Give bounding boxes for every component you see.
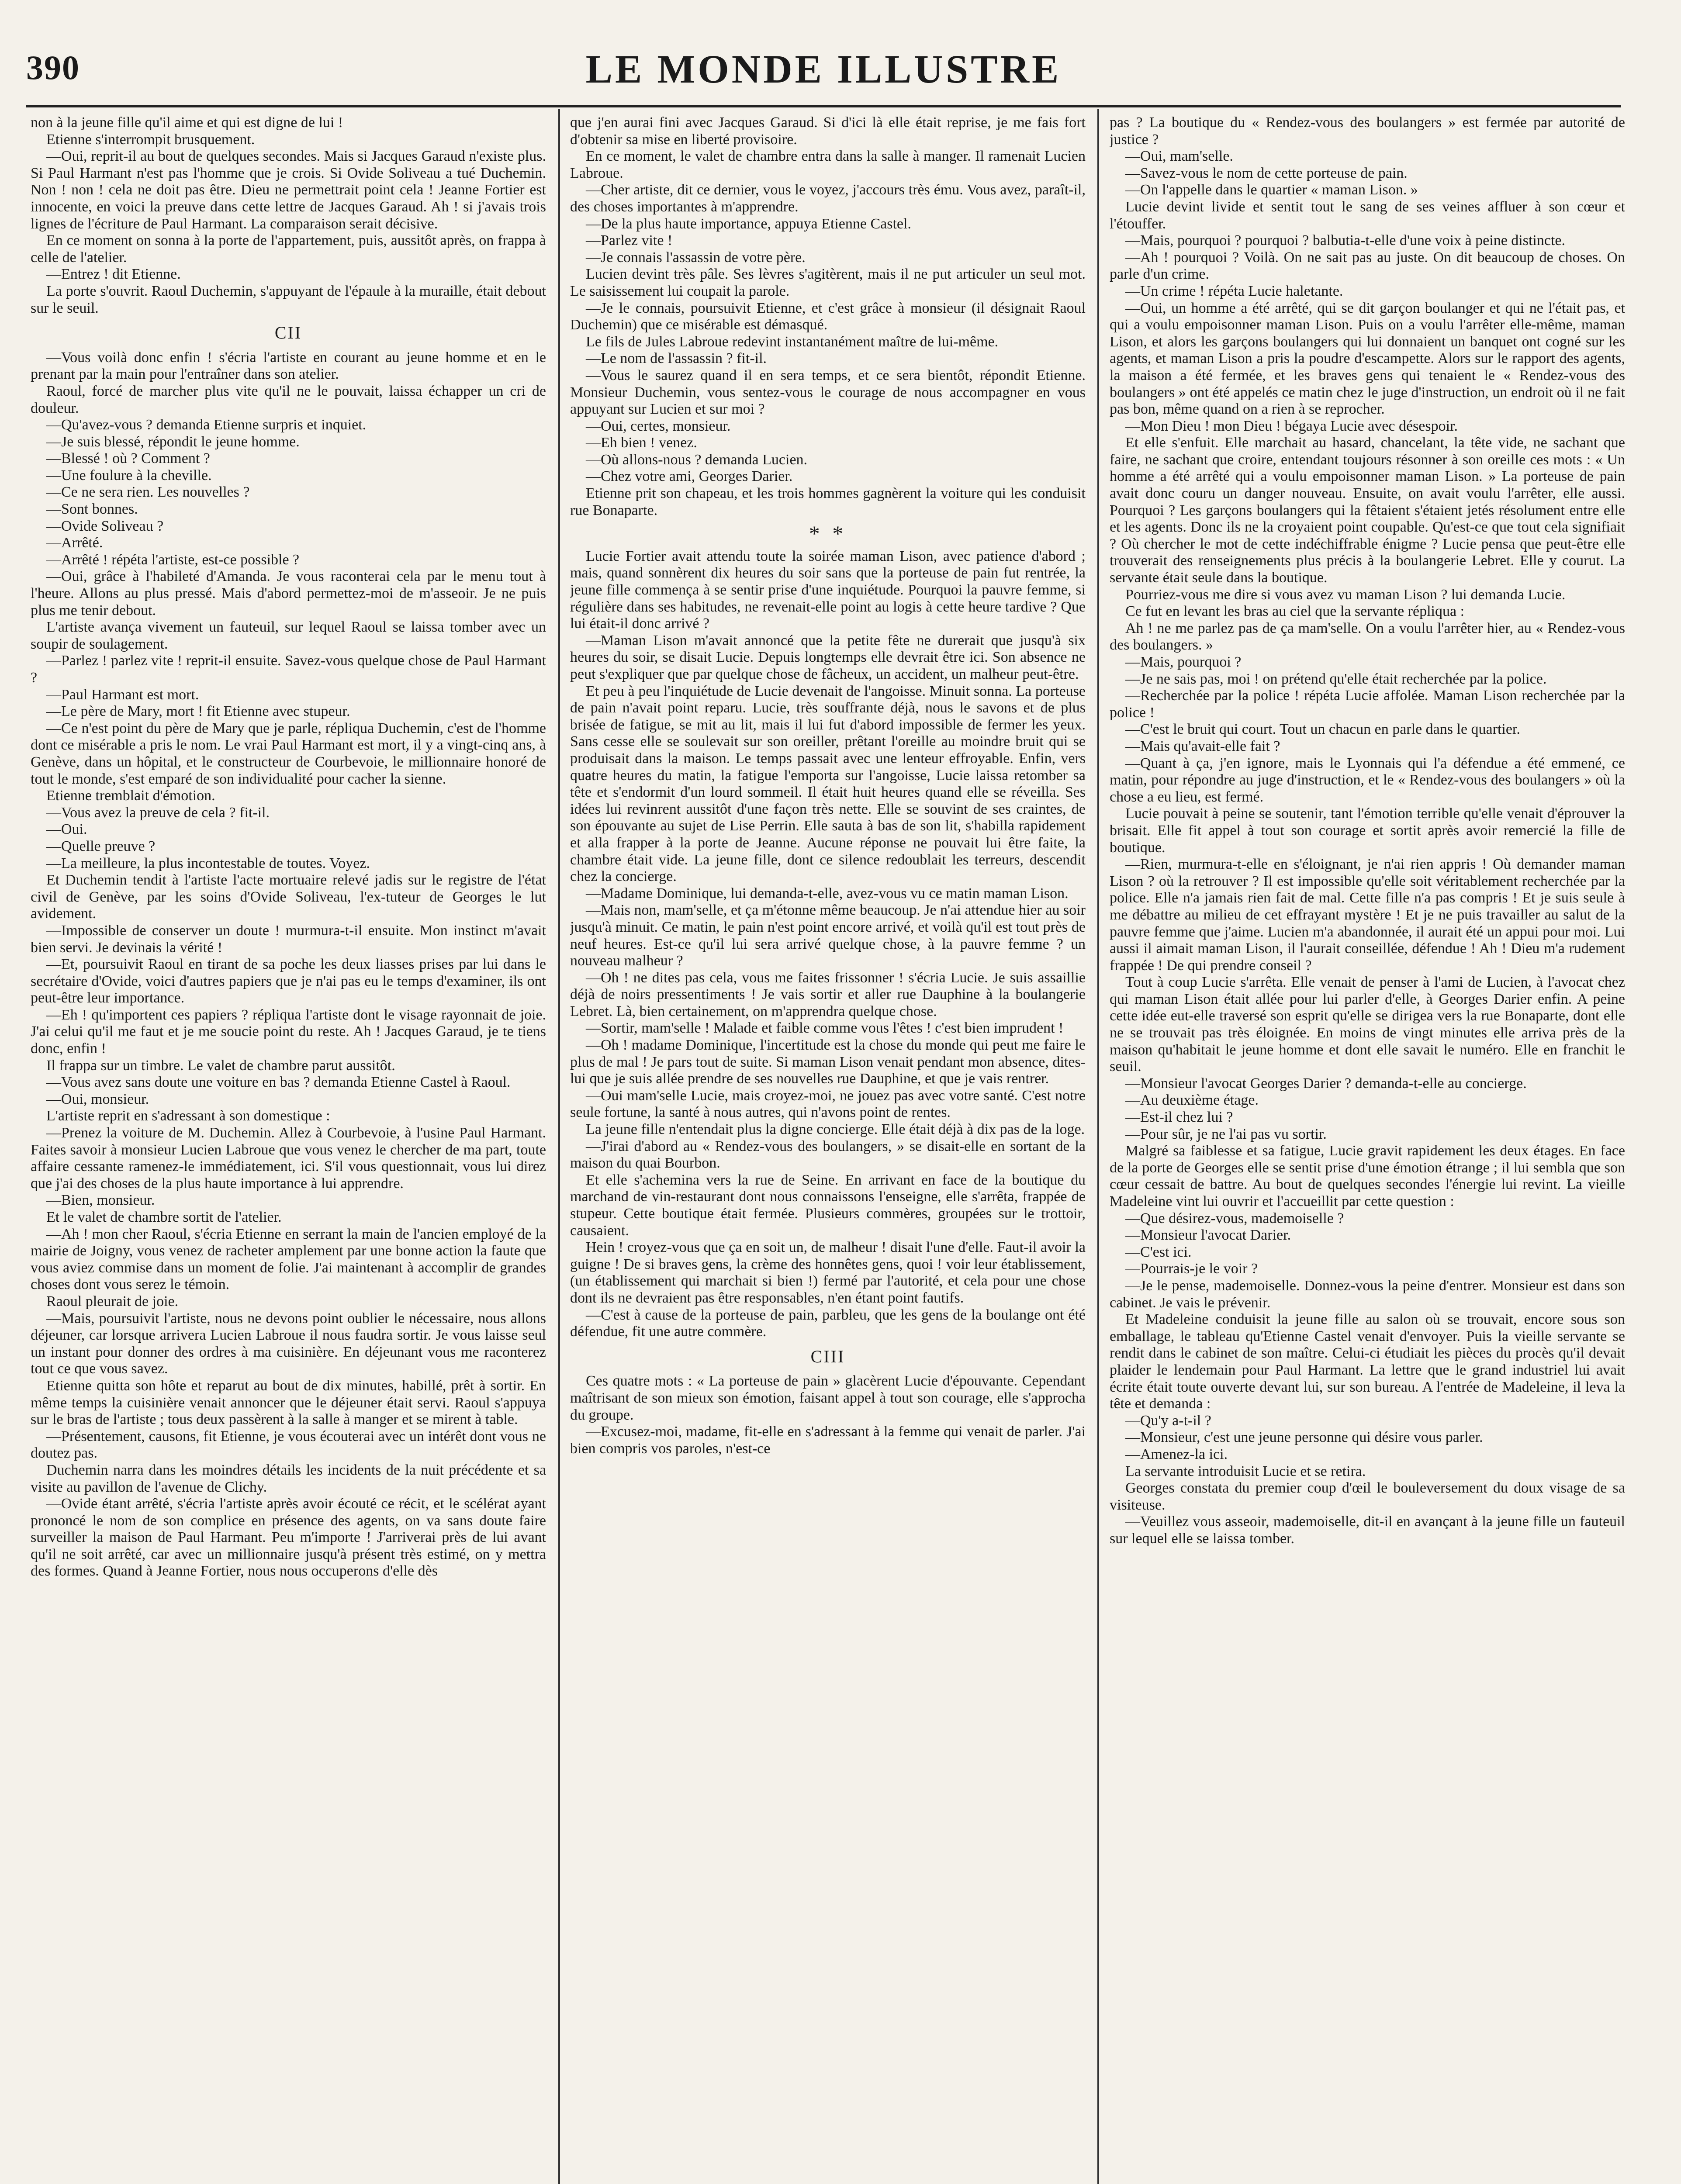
chapter-heading: CIII (810, 1346, 845, 1366)
paragraph: —Entrez ! dit Etienne. (46, 266, 181, 283)
paragraph: En ce moment on sonna à la porte de l'appartement, puis, aussitôt après, on frappa à celle de l'atelier. (31, 232, 546, 266)
paragraph: —Mais, pourquoi ? pourquoi ? balbutia-t-elle d'une voix à peine distincte. (1125, 232, 1565, 249)
paragraph: —Quant à ça, j'en ignore, mais le Lyonnais qui l'a défendue a été emmené, ce matin, pour répondre au juge d'instruction, et le « Rendez-vous des boulangers » où la chose a eu lieu, est fermé. (1110, 755, 1625, 805)
paragraph: —Chez votre ami, Georges Darier. (586, 468, 793, 485)
paragraph: —Je suis blessé, répondit le jeune homme. (46, 433, 300, 450)
paragraph: non à la jeune fille qu'il aime et qui est digne de lui ! (31, 114, 343, 131)
paragraph: —Mais, poursuivit l'artiste, nous ne devons point oublier le nécessaire, nous allons déjeuner, car lorsque arrivera Lucien Labroue il nous faudra sortir. Je vous laisse seul un instant pour donner des ordres à ma cuisinière. En déjeunant vous me raconterez tout ce que vous savez. (31, 1310, 546, 1377)
text-column-3 (1110, 114, 1625, 2184)
paragraph: Et le valet de chambre sortit de l'atelier. (46, 1209, 282, 1225)
paragraph: —Le nom de l'assassin ? fit-il. (586, 350, 767, 367)
text-column-2 (570, 114, 1086, 2184)
paragraph: —Cher artiste, dit ce dernier, vous le voyez, j'accours très ému. Vous avez, paraît-il, des choses importantes à m'apprendre. (570, 182, 1086, 215)
paragraph: —Parlez vite ! (586, 232, 673, 249)
paragraph: —Maman Lison m'avait annoncé que la petite fête ne durerait que jusqu'à six heures du soir, se disait Lucie. Depuis longtemps elle devrait être ici. Son absence ne peut s'expliquer que par quelque chose de fâcheux, un accident, un malheur peut-être. (570, 632, 1086, 682)
paragraph: —Excusez-moi, madame, fit-elle en s'adressant à la femme qui venait de parler. J'ai bien compris vos paroles, n'est-ce (570, 1424, 1086, 1457)
paragraph: —Vous voilà donc enfin ! s'écria l'artiste en courant au jeune homme et en le prenant par la main pour l'entraîner dans son atelier. (31, 349, 546, 383)
paragraph: Il frappa sur un timbre. Le valet de chambre parut aussitôt. (46, 1057, 395, 1074)
paragraph: Et elle s'enfuit. Elle marchait au hasard, chancelant, la tête vide, ne sachant que faire, ne sachant que croire, entendant toujours résonner à son oreille ces mots : « Un homme a été arrêté qui a voulu empoisonner maman Lison. » La porteuse de pain avait donc couru un danger nouveau. Ensuite, on avait voulu l'arrêter, elle aussi. Pourquoi ? Les garçons boulangers qui la fêtaient s'étaient jetés résolument entre elle et les agents. Donc ils ne la croyaient point coupable. Qu'est-ce que tout cela signifiait ? Où chercher le mot de cette indéchiffrable énigme ? Lucie pensa que peut-être elle trouverait des renseignements plus précis à la boulangerie Lebret. Elle y courut. La servante était seule dans la boutique. (1110, 435, 1625, 586)
paragraph: Etienne prit son chapeau, et les trois hommes gagnèrent la voiture qui les conduisit rue Bonaparte. (570, 485, 1086, 518)
paragraph: Ce fut en levant les bras au ciel que la servante répliqua : (1125, 603, 1465, 620)
paragraph: —Amenez-la ici. (1125, 1446, 1228, 1462)
paragraph: —Oui. (46, 821, 87, 838)
paragraph: —Un crime ! répéta Lucie haletante. (1125, 283, 1343, 299)
paragraph: —Prenez la voiture de M. Duchemin. Allez à Courbevoie, à l'usine Paul Harmant. Faites savoir à monsieur Lucien Labroue que vous venez le chercher de ma part, toute affaire cessante ramenez-le immédiatement, ici. S'il vous questionnait, vous lui direz que j'ai des choses de la plus haute importance à lui apprendre. (31, 1125, 546, 1192)
paragraph: —Arrêté. (46, 535, 103, 551)
paragraph: —Au deuxième étage. (1125, 1092, 1259, 1109)
paragraph: —Oh ! madame Dominique, l'incertitude est la chose du monde qui peut me faire le plus de mal ! Je pars tout de suite. Si maman Lison venait pendant mon absence, dites-lui que je suis allée prendre de ses nouvelles rue Dauphine, et que je vais rentrer. (570, 1037, 1086, 1087)
paragraph: —Pour sûr, je ne l'ai pas vu sortir. (1125, 1126, 1327, 1142)
paragraph: Le fils de Jules Labroue redevint instantanément maître de lui-même. (586, 333, 999, 350)
chapter-heading: CII (274, 323, 302, 343)
paragraph: —Qu'avez-vous ? demanda Etienne surpris et inquiet. (46, 417, 367, 433)
paragraph: —Rien, murmura-t-elle en s'éloignant, je n'ai rien appris ! Où demander maman Lison ? où la retrouver ? Il est impossible qu'elle soit véritablement recherchée par la police. Elle n'a jamais rien fait de mal. Cette fille n'a pas compris ! Et je suis seule à me débattre au milieu de cet effrayant mystère ! Et je ne puis travailler au salut de la pauvre femme que j'aime. Lucien m'a abandonnée, il aurait été un appui pour moi. Lui aussi il aimait maman Lison, il l'aurait conseillée, défendue ! Ah ! Dieu m'a rudement frappée ! De qui prendre conseil ? (1110, 856, 1625, 974)
paragraph: —Je le pense, mademoiselle. Donnez-vous la peine d'entrer. Monsieur est dans son cabinet. Je vais le prévenir. (1110, 1277, 1625, 1311)
paragraph: Etienne quitta son hôte et reparut au bout de dix minutes, habillé, prêt à sortir. En même temps la cuisinière venait annoncer que le déjeuner était servi. Raoul s'appuya sur le bras de l'artiste ; tous deux passèrent à la salle à manger et se mirent à table. (31, 1377, 546, 1428)
column-divider (1097, 109, 1099, 2184)
header-rule (26, 105, 1621, 107)
paragraph: —Oui mam'selle Lucie, mais croyez-moi, ne jouez pas avec votre santé. C'est notre seule fortune, la santé à nous autres, qui n'avons point de rentes. (570, 1087, 1086, 1121)
paragraph: —Où allons-nous ? demanda Lucien. (586, 451, 808, 468)
paragraph: —Monsieur l'avocat Darier. (1125, 1227, 1291, 1244)
paragraph: Lucie Fortier avait attendu toute la soirée maman Lison, avec patience d'abord ; mais, quand sonnèrent dix heures du soir sans que la porteuse de pain fut rentrée, la jeune fille commença à se sentir prise d'une inquiétude. Pourquoi la pauvre femme, si régulière dans ses habitudes, ne revenait-elle point au logis à cette heure tardive ? Que lui était-il donc arrivé ? (570, 548, 1086, 632)
paragraph: —Mais, pourquoi ? (1125, 654, 1242, 670)
paragraph: Et Duchemin tendit à l'artiste l'acte mortuaire relevé jadis sur le registre de l'état civil de Genève, par les soins d'Ovide Soliveau, l'ex-tuteur de Georges le lut avidement. (31, 872, 546, 922)
paragraph: —Ce n'est point du père de Mary que je parle, répliqua Duchemin, c'est de l'homme dont ce misérable a pris le nom. Le vrai Paul Harmant est mort, il y a vingt-cinq ans, à Genève, dans un hôpital, et le constructeur de Courbevoie, le millionnaire honoré de tout le monde, s'est emparé de son individualité pour cacher la sienne. (31, 720, 546, 787)
paragraph: pas ? La boutique du « Rendez-vous des boulangers » est fermée par autorité de justice ? (1110, 114, 1625, 148)
paragraph: —Savez-vous le nom de cette porteuse de pain. (1125, 165, 1408, 181)
paragraph: —Monsieur l'avocat Georges Darier ? demanda-t-elle au concierge. (1125, 1075, 1527, 1092)
paragraph: —Oui, mam'selle. (1125, 148, 1233, 165)
paragraph: —Sortir, mam'selle ! Malade et faible comme vous l'êtes ! c'est bien imprudent ! (586, 1020, 1064, 1037)
paragraph: La jeune fille n'entendait plus la digne concierge. Elle était déjà à dix pas de la loge. (586, 1121, 1085, 1138)
paragraph: —Vous avez la preuve de cela ? fit-il. (46, 804, 270, 821)
paragraph: —Et, poursuivit Raoul en tirant de sa poche les deux liasses prises par lui dans le secrétaire d'Ovide, voici d'autres papiers que je n'ai pas eu le temps d'examiner, ils ont peut-être leur importance. (31, 956, 546, 1006)
paragraph: L'artiste reprit en s'adressant à son domestique : (46, 1108, 330, 1124)
page-title: LE MONDE ILLUSTRE (585, 47, 1062, 91)
section-separator: * * (809, 521, 847, 546)
paragraph: —Ovide étant arrêté, s'écria l'artiste après avoir écouté ce récit, et le scélérat ayant prononcé le nom de son complice en présence des agents, on va sans doute faire surveiller la maison de Paul Harmant. Peu m'importe ! J'arriverai près de lui avant qu'il ne soit arrêté, car avec un millionnaire jusqu'à présent très estimé, on y mettra des formes. Quand à Jeanne Fortier, nous nous occuperons d'elle dès (31, 1496, 546, 1579)
paragraph: Georges constata du premier coup d'œil le bouleversement du doux visage de sa visiteuse. (1110, 1480, 1625, 1513)
paragraph: —Vous le saurez quand il en sera temps, et ce sera bientôt, répondit Etienne. Monsieur Duchemin, vous sentez-vous le courage de nous accompagner en vous appuyant sur Lucien et sur moi ? (570, 367, 1086, 418)
paragraph: Ces quatre mots : « La porteuse de pain » glacèrent Lucie d'épouvante. Cependant maîtrisant de son mieux son émotion, faisant appel à tout son courage, elle s'approcha du groupe. (570, 1373, 1086, 1423)
paragraph: —Quelle preuve ? (46, 838, 156, 854)
page-number: 390 (26, 48, 80, 86)
paragraph: —Veuillez vous asseoir, mademoiselle, dit-il en avançant à la jeune fille un fauteuil sur lequel elle se laissa tomber. (1110, 1514, 1625, 1547)
paragraph: La porte s'ouvrit. Raoul Duchemin, s'appuyant de l'épaule à la muraille, était debout sur le seuil. (31, 283, 546, 316)
paragraph: Ah ! ne me parlez pas de ça mam'selle. On a voulu l'arrêter hier, au « Rendez-vous des boulangers. » (1110, 620, 1625, 653)
paragraph: —Est-il chez lui ? (1125, 1109, 1233, 1126)
paragraph: —Impossible de conserver un doute ! murmura-t-il ensuite. Mon instinct m'avait bien servi. Je devinais la vérité ! (31, 922, 546, 956)
paragraph: —Vous avez sans doute une voiture en bas ? demanda Etienne Castel à Raoul. (46, 1074, 511, 1091)
paragraph: —Présentement, causons, fit Etienne, je vous écouterai avec un intérêt dont vous ne doutez pas. (31, 1428, 546, 1462)
paragraph: —Ce ne sera rien. Les nouvelles ? (46, 484, 250, 501)
paragraph: —Je ne sais pas, moi ! on prétend qu'elle était recherchée par la police. (1125, 670, 1547, 687)
paragraph: —C'est le bruit qui court. Tout un chacun en parle dans le quartier. (1125, 721, 1520, 738)
paragraph: —Monsieur, c'est une jeune personne qui désire vous parler. (1125, 1429, 1483, 1446)
paragraph: Et peu à peu l'inquiétude de Lucie devenait de l'angoisse. Minuit sonna. La porteuse de pain n'avait point reparu. Lucie, très souffrante déjà, nous le savons et de plus brisée de fatigue, se mit au lit, mais il lui fut d'abord impossible de fermer les yeux. Sans cesse elle se soulevait sur son oreiller, prêtant l'oreille au moindre bruit qui se produisait dans la maison. Le temps passait avec une lenteur effroyable. Enfin, vers quatre heures du matin, la fatigue l'emporta sur l'angoisse, Lucie laissa retomber sa tête et s'endormit d'un lourd sommeil. Il était huit heures quand elle se réveilla. Ses idées lui revinrent aussitôt d'une façon très nette. Elle se souvint de ses craintes, de son épouvante au sujet de Lise Perrin. Elle sauta à bas de son lit, s'habilla rapidement et alla frapper à la porte de Jeanne. Aucune réponse ne pouvait lui être faite, la chambre était vide. La jeune fille, dont ce silence redoublait les terreurs, descendit chez la concierge. (570, 683, 1086, 885)
paragraph: —Oh ! ne dites pas cela, vous me faites frissonner ! s'écria Lucie. Je suis assaillie déjà de noirs pressentiments ! Je vais sortir et aller rue Dauphine à la boulangerie Lebret. Là, bien certainement, on m'apprendra quelque chose. (570, 969, 1086, 1019)
paragraph: Etienne tremblait d'émotion. (46, 788, 215, 804)
paragraph: En ce moment, le valet de chambre entra dans la salle à manger. Il ramenait Lucien Labroue. (570, 148, 1086, 181)
paragraph: —On l'appelle dans le quartier « maman Lison. » (1125, 182, 1418, 198)
paragraph: —Eh ! qu'importent ces papiers ? répliqua l'artiste dont le visage rayonnait de joie. J'ai celui qu'il me faut et je me soucie point du reste. Ah ! Jacques Garaud, je te tiens donc, enfin ! (31, 1006, 546, 1057)
paragraph: —Je le connais, poursuivit Etienne, et c'est grâce à monsieur (il désignait Raoul Duchemin) que ce misérable est démasqué. (570, 300, 1086, 333)
paragraph: Et elle s'achemina vers la rue de Seine. En arrivant en face de la boutique du marchand de vin-restaurant dont nous connaissons l'enseigne, elle s'arrêta, frappée de stupeur. Cette boutique était fermée. Plusieurs commères, groupées sur le trottoir, causaient. (570, 1171, 1086, 1239)
paragraph: Pourriez-vous me dire si vous avez vu maman Lison ? lui demanda Lucie. (1125, 586, 1566, 603)
paragraph: —Paul Harmant est mort. (46, 686, 199, 703)
paragraph: —Arrêté ! répéta l'artiste, est-ce possible ? (46, 551, 300, 568)
paragraph: —Pourrais-je le voir ? (1125, 1261, 1258, 1277)
column-divider (558, 109, 560, 2184)
paragraph: —Mon Dieu ! mon Dieu ! bégaya Lucie avec désespoir. (1125, 418, 1458, 434)
paragraph: —Blessé ! où ? Comment ? (46, 450, 210, 467)
paragraph: Raoul pleurait de joie. (46, 1293, 179, 1310)
paragraph: Raoul, forcé de marcher plus vite qu'il ne le pouvait, laissa échapper un cri de douleur. (31, 383, 546, 416)
paragraph: —Ah ! mon cher Raoul, s'écria Etienne en serrant la main de l'ancien employé de la mairie de Joigny, vous venez de racheter amplement par une bonne action la faute que vous aviez commise dans un moment de folie. J'ai maintenant à accomplir de grandes choses dont vous serez le témoin. (31, 1226, 546, 1293)
paragraph: Lucie devint livide et sentit tout le sang de ses veines affluer à son cœur et l'étouffer. (1110, 198, 1625, 232)
paragraph: —Oui, un homme a été arrêté, qui se dit garçon boulanger et qui ne l'était pas, et qui a voulu empoisonner maman Lison. Puis on a voulu l'arrêter elle-même, maman Lison, et alors les garçons boulangers qui lui donnaient un banquet ont cogné sur les agents, et maman Lison a pris la poudre d'escampette. Alors sur le rapport des agents, la maison a été fermée, et les braves gens qui tenaient le « Rendez-vous des boulangers » ont été appelés ce matin chez le juge d'instruction, un endroit où il ne fait pas bon, même quand on a rien à se reprocher. (1110, 300, 1625, 418)
paragraph: —Ovide Soliveau ? (46, 518, 164, 534)
paragraph: —Parlez ! parlez vite ! reprit-il ensuite. Savez-vous quelque chose de Paul Harmant ? (31, 653, 546, 686)
paragraph: Duchemin narra dans les moindres détails les incidents de la nuit précédente et sa visite au pavillon de l'avenue de Clichy. (31, 1462, 546, 1495)
paragraph: —Que désirez-vous, mademoiselle ? (1125, 1210, 1344, 1227)
text-column-1 (31, 114, 546, 2184)
paragraph: Etienne s'interrompit brusquement. (46, 131, 255, 148)
paragraph: —Eh bien ! venez. (586, 435, 697, 451)
paragraph: Malgré sa faiblesse et sa fatigue, Lucie gravit rapidement les deux étages. En face de la porte de Georges elle se sentit prise d'une émotion étrange ; il lui sembla que son cœur cessait de battre. Au bout de quelques secondes l'énergie lui revint. La vieille Madeleine vint lui ouvrir et l'accueillit par cette question : (1110, 1143, 1625, 1209)
paragraph: —Recherchée par la police ! répéta Lucie affolée. Maman Lison recherchée par la police ! (1110, 688, 1625, 721)
paragraph: —Le père de Mary, mort ! fit Etienne avec stupeur. (46, 703, 350, 720)
paragraph: Tout à coup Lucie s'arrêta. Elle venait de penser à l'ami de Lucien, à l'avocat chez qui maman Lison était allée pour lui parler d'elle, à Georges Darier enfin. A peine cette idée eut-elle traversé son esprit qu'elle se dirigea vers la rue Bonaparte, dont elle ne se trouvait pas très éloignée. En moins de vingt minutes elle arriva près de la maison qu'habitait le jeune homme et dont elle savait le numéro. Elle en franchit le seuil. (1110, 974, 1625, 1075)
paragraph: —Madame Dominique, lui demanda-t-elle, avez-vous vu ce matin maman Lison. (586, 885, 1069, 902)
paragraph: —J'irai d'abord au « Rendez-vous des boulangers, » se disait-elle en sortant de la maison du quai Bourbon. (570, 1138, 1086, 1171)
paragraph: —Ah ! pourquoi ? Voilà. On ne sait pas au juste. On dit beaucoup de choses. On parle d'un crime. (1110, 249, 1625, 283)
paragraph: —La meilleure, la plus incontestable de toutes. Voyez. (46, 855, 370, 871)
paragraph: —De la plus haute importance, appuya Etienne Castel. (586, 215, 911, 232)
paragraph: Lucien devint très pâle. Ses lèvres s'agitèrent, mais il ne put articuler un seul mot. Le saisissement lui coupait la parole. (570, 266, 1086, 299)
paragraph: —Bien, monsieur. (46, 1192, 155, 1209)
paragraph: Et Madeleine conduisit la jeune fille au salon où se trouvait, encore sous son emballage, le tableau qu'Etienne Castel venait d'envoyer. Puis la vieille servante se rendit dans le cabinet de son maître. Celui-ci étudiait les pièces du procès qu'il devait plaider le lendemain pour Paul Harmant. La lettre que le grand industriel lui avait écrite était toute ouverte devant lui, sur son bureau. A l'entrée de Madeleine, il leva la tête et demanda : (1110, 1311, 1625, 1412)
paragraph: Lucie pouvait à peine se soutenir, tant l'émotion terrible qu'elle venait d'éprouver la brisait. Elle fit appel à tout son courage et sortit après avoir remercié la fille de boutique. (1110, 805, 1625, 856)
paragraph: —Je connais l'assassin de votre père. (586, 249, 806, 266)
paragraph: —Oui, reprit-il au bout de quelques secondes. Mais si Jacques Garaud n'existe plus. Si Paul Harmant n'est pas l'homme que je crois. Si Ovide Soliveau a tué Duchemin. Non ! non ! cela ne doit pas être. Dieu ne permettrait point cela ! Jeanne Fortier est innocente, en voici la preuve dans cette lettre de Jacques Garaud. Ah ! si j'avais trois lignes de l'écriture de Paul Harmant. La comparaison serait décisive. (31, 148, 546, 232)
paragraph: L'artiste avança vivement un fauteuil, sur lequel Raoul se laissa tomber avec un soupir de soulagement. (31, 619, 546, 652)
paragraph: —C'est ici. (1125, 1244, 1192, 1260)
paragraph: —Oui, monsieur. (46, 1091, 149, 1107)
paragraph: Hein ! croyez-vous que ça en soit un, de malheur ! disait l'une d'elle. Faut-il avoir la guigne ! De si braves gens, la crème des honnêtes gens, quoi ! voir leur établissement, (un établissement qui marchait si bien !) fermé par l'autorité, et cela pour une chose dont ils ne devraient pas être responsables, n'en étant point fautifs. (570, 1239, 1086, 1306)
page-header (26, 44, 1621, 96)
paragraph: —C'est à cause de la porteuse de pain, parbleu, que les gens de la boulange ont été défendue, fit une autre commère. (570, 1306, 1086, 1340)
paragraph: —Sont bonnes. (46, 501, 138, 518)
paragraph: —Oui, grâce à l'habileté d'Amanda. Je vous raconterai cela par le menu tout à l'heure. Allons au plus pressé. Mais d'abord permettez-moi de m'asseoir. Je ne puis plus me tenir debout. (31, 568, 546, 619)
paragraph: que j'en aurai fini avec Jacques Garaud. Si d'ici là elle était reprise, je me fais fort d'obtenir sa mise en liberté provisoire. (570, 114, 1086, 148)
paragraph: —Mais non, mam'selle, et ça m'étonne même beaucoup. Je n'ai attendue hier au soir jusqu'à minuit. Ce matin, le pain n'est point encore arrivé, et voilà qu'il est tout près de neuf heures. Est-ce qu'il lui sera arrivé quelque chose, à la pauvre femme ? un nouveau malheur ? (570, 902, 1086, 969)
paragraph: —Mais qu'avait-elle fait ? (1125, 738, 1280, 754)
paragraph: —Oui, certes, monsieur. (586, 418, 731, 434)
paragraph: —Qu'y a-t-il ? (1125, 1412, 1211, 1429)
paragraph: —Une foulure à la cheville. (46, 467, 212, 484)
paragraph: La servante introduisit Lucie et se retira. (1125, 1463, 1366, 1479)
